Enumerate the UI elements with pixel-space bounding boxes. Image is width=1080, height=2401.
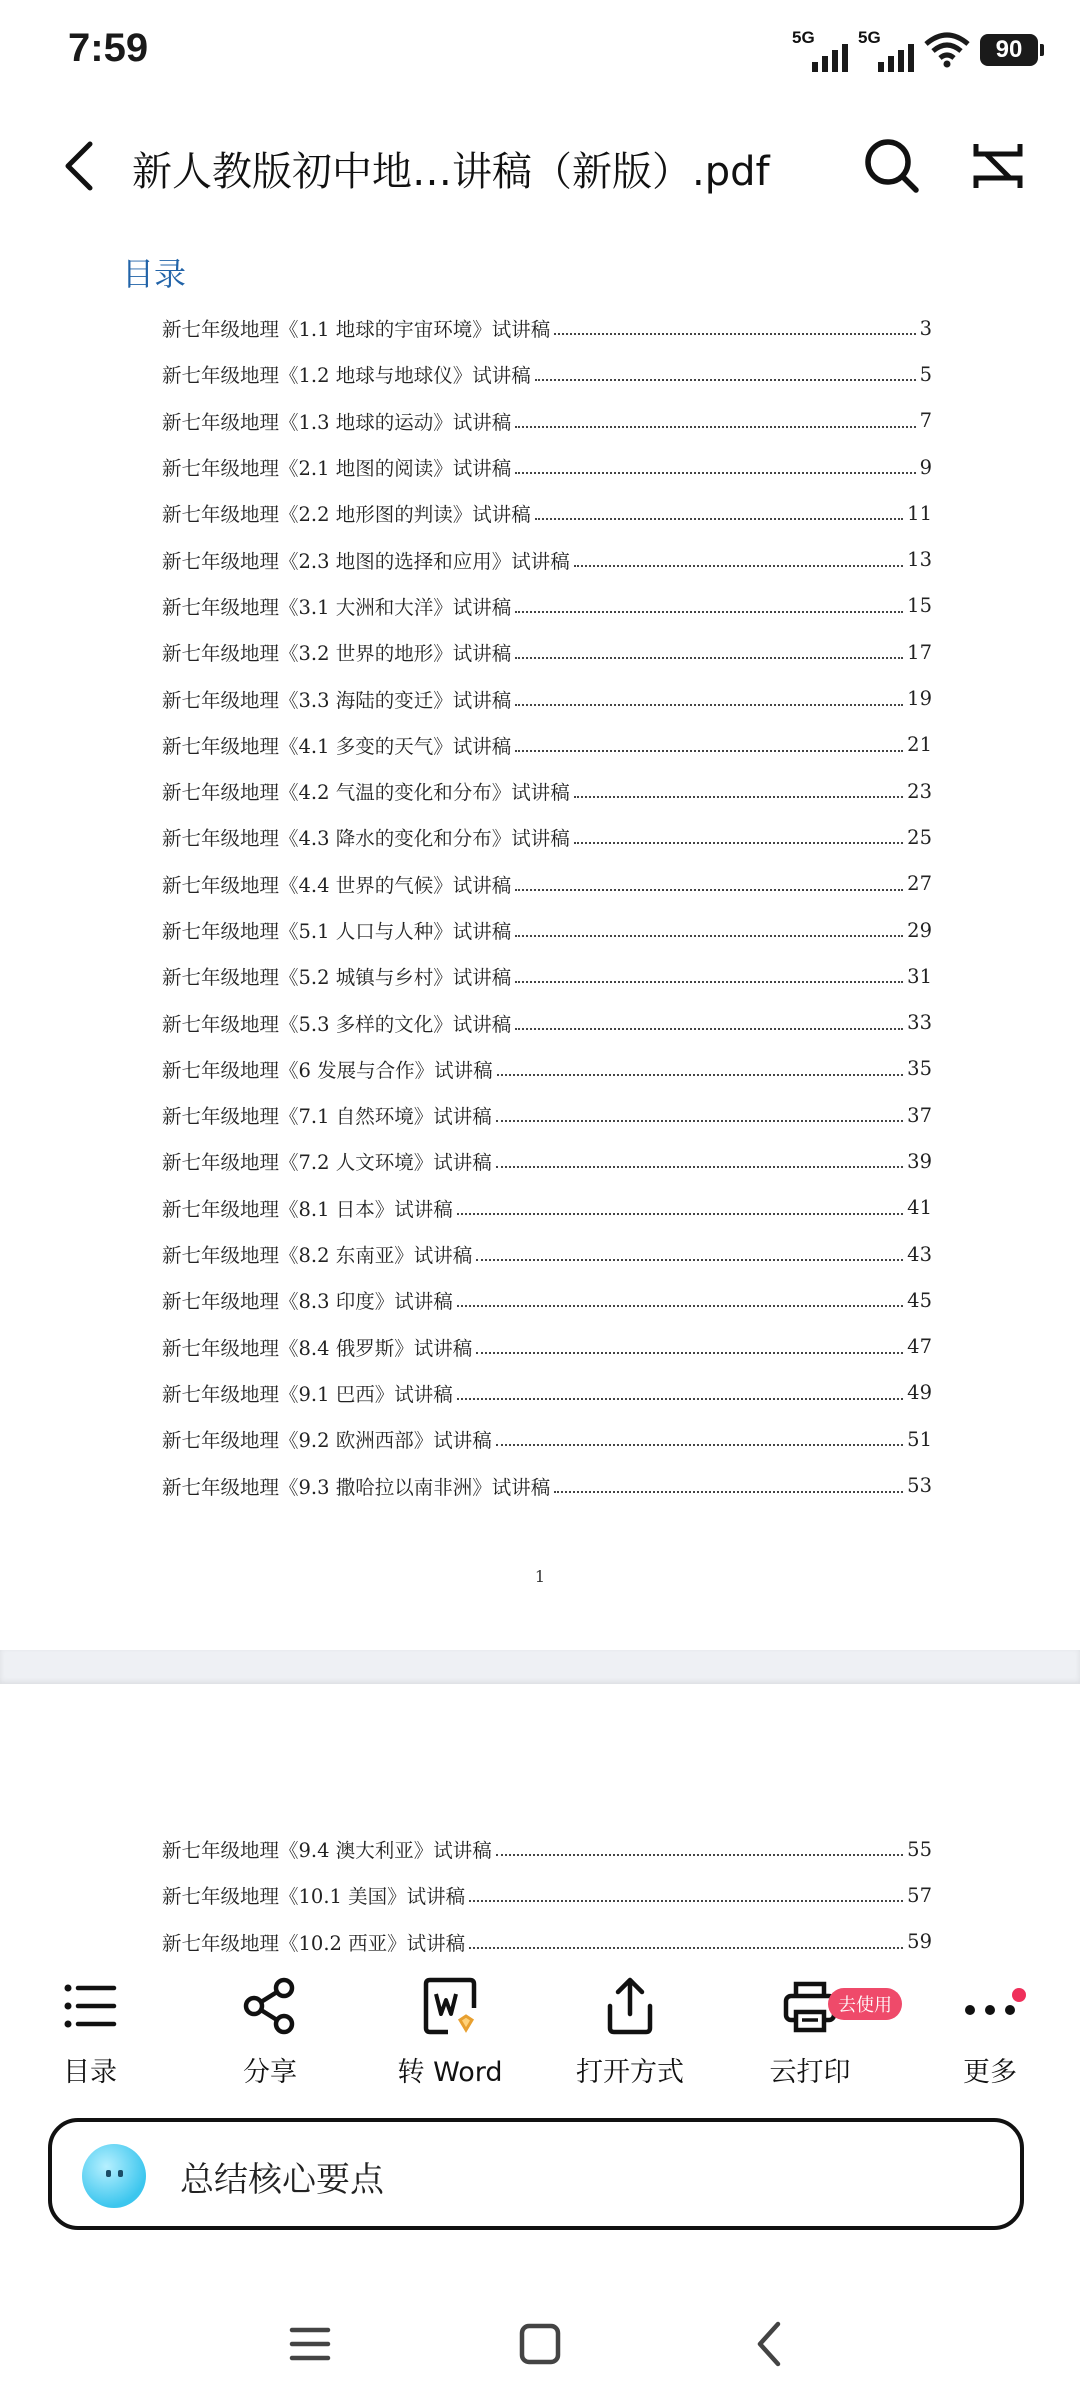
toc-leader-dots xyxy=(457,1305,903,1307)
app-header xyxy=(0,110,1080,220)
toc-entry-page: 29 xyxy=(907,918,932,942)
list-icon xyxy=(58,1974,122,2038)
toc-entry-page: 11 xyxy=(907,501,932,525)
toc-entry-page: 15 xyxy=(907,594,932,618)
toc-leader-dots xyxy=(457,1398,903,1400)
toc-entry[interactable] xyxy=(162,861,932,907)
toc-entry-page: 31 xyxy=(907,964,932,988)
toc-leader-dots xyxy=(496,1444,903,1446)
toc-entry-page: 53 xyxy=(907,1474,932,1498)
toc-entry[interactable] xyxy=(162,1370,932,1416)
reading-mode-icon[interactable] xyxy=(970,138,1026,194)
toc-list xyxy=(162,1826,932,1965)
toc-entry[interactable] xyxy=(162,1231,932,1277)
toc-leader-dots xyxy=(535,379,916,381)
toc-leader-dots xyxy=(515,426,915,428)
toc-leader-dots xyxy=(515,657,903,659)
toc-entry[interactable] xyxy=(162,907,932,953)
toc-entry-title: 新七年级地理《8.2 东南亚》试讲稿 xyxy=(162,1244,473,1268)
bottom-toolbar xyxy=(0,1960,1080,2100)
toc-entry-title: 新七年级地理《8.3 印度》试讲稿 xyxy=(162,1290,453,1314)
ai-summary-button[interactable] xyxy=(48,2118,1024,2230)
toc-entry-page: 13 xyxy=(907,548,932,572)
document-title: 新人教版初中地…讲稿（新版）.pdf xyxy=(132,149,770,195)
toc-entry-title: 新七年级地理《5.1 人口与人种》试讲稿 xyxy=(162,920,512,943)
wifi-icon xyxy=(924,32,970,68)
toc-entry-title: 新七年级地理《9.3 撒哈拉以南非洲》试讲稿 xyxy=(162,1475,551,1499)
toc-entry-page: 5 xyxy=(919,362,932,386)
toc-entry-title: 新七年级地理《9.4 澳大利亚》试讲稿 xyxy=(162,1839,492,1863)
toc-entry-title: 新七年级地理《7.2 人文环境》试讲稿 xyxy=(162,1151,492,1175)
toc-entry-page: 3 xyxy=(919,316,932,340)
toc-entry-page: 7 xyxy=(919,409,932,433)
toc-leader-dots xyxy=(515,472,915,474)
toc-entry[interactable] xyxy=(162,1462,932,1508)
cloud-print-button[interactable] xyxy=(740,1974,892,2089)
toc-leader-dots xyxy=(497,1074,904,1076)
convert-to-word-label: 转 Word xyxy=(397,2057,503,2088)
toc-entry-title: 新七年级地理《8.4 俄罗斯》试讲稿 xyxy=(162,1336,473,1360)
toc-entry[interactable] xyxy=(162,1138,932,1184)
toc-entry[interactable] xyxy=(162,722,932,768)
toc-entry[interactable] xyxy=(162,675,932,721)
toc-entry-page: 9 xyxy=(919,455,932,479)
share-button[interactable] xyxy=(200,1974,340,2089)
word-document-icon xyxy=(418,1974,482,2038)
toc-entry-title: 新七年级地理《1.3 地球的运动》试讲稿 xyxy=(162,410,512,434)
toc-leader-dots xyxy=(469,1947,903,1949)
toc-entry-page: 19 xyxy=(907,687,932,711)
toc-entry-page: 55 xyxy=(907,1837,932,1861)
toc-entry[interactable] xyxy=(162,1046,932,1092)
toc-leader-dots xyxy=(515,1028,903,1030)
recent-apps-icon[interactable] xyxy=(280,2314,340,2374)
toc-entry-page: 47 xyxy=(907,1335,932,1359)
status-time: 7:59 xyxy=(68,26,149,70)
toc-entry-page: 37 xyxy=(907,1103,932,1127)
toc-entry[interactable] xyxy=(162,814,932,860)
toc-leader-dots xyxy=(574,842,903,844)
back-arrow-icon[interactable] xyxy=(56,138,106,194)
toc-entry[interactable] xyxy=(162,1919,932,1965)
status-icons xyxy=(792,28,1038,72)
toc-entry-title: 新七年级地理《8.1 日本》试讲稿 xyxy=(162,1197,453,1221)
ai-assistant-avatar-icon xyxy=(82,2144,146,2208)
share-button-label: 分享 xyxy=(243,2057,297,2088)
more-dots-icon xyxy=(958,1974,1022,2038)
notification-dot xyxy=(1012,1988,1026,2002)
toc-entry-page: 35 xyxy=(907,1057,932,1081)
toc-leader-dots xyxy=(554,333,915,335)
toc-entry-title: 新七年级地理《10.2 西亚》试讲稿 xyxy=(162,1931,466,1955)
page-separator xyxy=(0,1650,1080,1684)
cellular-signal-icon: 5G xyxy=(792,28,848,72)
toc-entry-page: 51 xyxy=(907,1427,932,1451)
upload-share-icon xyxy=(598,1974,662,2038)
toc-entry-title: 新七年级地理《3.3 海陆的变迁》试讲稿 xyxy=(162,688,512,712)
toc-heading: 目录 xyxy=(122,255,187,293)
toc-entry[interactable] xyxy=(162,999,932,1045)
toc-entry-title: 新七年级地理《4.1 多变的天气》试讲稿 xyxy=(162,734,512,758)
toc-entry-page: 39 xyxy=(907,1149,932,1173)
toc-leader-dots xyxy=(515,750,903,752)
cloud-print-label: 云打印 xyxy=(769,2057,851,2088)
toc-leader-dots xyxy=(515,889,903,891)
toc-entry-title: 新七年级地理《2.2 地形图的判读》试讲稿 xyxy=(162,503,531,527)
toc-leader-dots xyxy=(476,1352,903,1354)
toc-entry-title: 新七年级地理《4.4 世界的气候》试讲稿 xyxy=(162,873,512,897)
toc-entry[interactable] xyxy=(162,1872,932,1918)
battery-indicator: 90 xyxy=(980,34,1038,66)
convert-to-word-button[interactable] xyxy=(380,1974,520,2089)
toc-entry-page: 25 xyxy=(907,825,932,849)
toc-button-label: 目录 xyxy=(63,2057,117,2088)
system-navigation-bar xyxy=(0,2290,1080,2401)
toc-entry-title: 新七年级地理《4.2 气温的变化和分布》试讲稿 xyxy=(162,781,570,805)
toc-entry-title: 新七年级地理《1.1 地球的宇宙环境》试讲稿 xyxy=(162,318,551,342)
toc-leader-dots xyxy=(515,704,903,706)
toc-leader-dots xyxy=(457,1213,903,1215)
toc-entry-page: 41 xyxy=(907,1196,932,1220)
toc-entry[interactable] xyxy=(162,583,932,629)
toc-leader-dots xyxy=(469,1900,903,1902)
toc-entry-page: 43 xyxy=(907,1242,932,1266)
more-button[interactable] xyxy=(920,1974,1060,2089)
toc-leader-dots xyxy=(515,981,903,983)
status-bar xyxy=(0,0,1080,100)
toc-entry-title: 新七年级地理《7.1 自然环境》试讲稿 xyxy=(162,1105,492,1129)
toc-entry[interactable] xyxy=(162,1092,932,1138)
toc-entry[interactable] xyxy=(162,1324,932,1370)
search-icon[interactable] xyxy=(862,136,922,196)
cellular-signal-icon: 5G xyxy=(858,28,914,72)
toc-entry-page: 21 xyxy=(907,733,932,757)
toc-leader-dots xyxy=(535,518,903,520)
toc-leader-dots xyxy=(554,1491,903,1493)
pdf-page-2 xyxy=(0,1684,1080,1974)
toc-entry-title: 新七年级地理《1.2 地球与地球仪》试讲稿 xyxy=(162,364,531,388)
toc-entry[interactable] xyxy=(162,536,932,582)
toc-entry[interactable] xyxy=(162,768,932,814)
toc-entry-page: 57 xyxy=(907,1883,932,1907)
toc-leader-dots xyxy=(496,1854,903,1856)
toc-entry-page: 59 xyxy=(907,1930,932,1954)
cloud-print-badge: 去使用 xyxy=(828,1988,902,2020)
open-with-button[interactable] xyxy=(560,1974,700,2089)
toc-leader-dots xyxy=(574,796,903,798)
toc-entry-page: 33 xyxy=(907,1011,932,1035)
more-button-label: 更多 xyxy=(963,2057,1017,2088)
toc-entry[interactable] xyxy=(162,398,932,444)
toc-leader-dots xyxy=(476,1259,903,1261)
toc-entry-title: 新七年级地理《10.1 美国》试讲稿 xyxy=(162,1885,466,1909)
toc-entry-title: 新七年级地理《9.1 巴西》试讲稿 xyxy=(162,1382,453,1406)
toc-entry[interactable] xyxy=(162,1826,932,1872)
toc-entry-title: 新七年级地理《3.2 世界的地形》试讲稿 xyxy=(162,642,512,666)
toc-leader-dots xyxy=(496,1120,903,1122)
toc-entry[interactable] xyxy=(162,351,932,397)
toc-entry-title: 新七年级地理《6 发展与合作》试讲稿 xyxy=(162,1058,493,1082)
toc-entry[interactable] xyxy=(162,444,932,490)
toc-entry[interactable] xyxy=(162,305,932,351)
toc-entry[interactable] xyxy=(162,1416,932,1462)
toc-entry-title: 新七年级地理《2.3 地图的选择和应用》试讲稿 xyxy=(162,549,570,573)
toc-entry-page: 17 xyxy=(907,640,932,664)
pdf-page-1 xyxy=(0,225,1080,1650)
ai-summary-label: 总结核心要点 xyxy=(180,2160,384,2200)
toc-entry-page: 49 xyxy=(907,1381,932,1405)
toc-entry-title: 新七年级地理《4.3 降水的变化和分布》试讲稿 xyxy=(162,827,570,851)
toc-entry-page: 27 xyxy=(907,872,932,896)
page-number: 1 xyxy=(534,1567,546,1586)
open-with-label: 打开方式 xyxy=(576,2057,684,2088)
back-icon[interactable] xyxy=(740,2314,800,2374)
toc-entry[interactable] xyxy=(162,953,932,999)
home-icon[interactable] xyxy=(510,2314,570,2374)
toc-entry-title: 新七年级地理《5.3 多样的文化》试讲稿 xyxy=(162,1012,512,1036)
share-icon xyxy=(238,1974,302,2038)
toc-list xyxy=(162,305,932,1509)
toc-entry[interactable] xyxy=(162,490,932,536)
toc-leader-dots xyxy=(574,565,903,567)
toc-entry[interactable] xyxy=(162,629,932,675)
toc-button[interactable] xyxy=(20,1974,160,2089)
toc-entry-title: 新七年级地理《3.1 大洲和大洋》试讲稿 xyxy=(162,595,512,619)
toc-entry-title: 新七年级地理《5.2 城镇与乡村》试讲稿 xyxy=(162,966,512,990)
toc-entry-page: 45 xyxy=(907,1288,932,1312)
toc-leader-dots xyxy=(496,1166,903,1168)
toc-entry-page: 23 xyxy=(907,779,932,803)
toc-entry-title: 新七年级地理《2.1 地图的阅读》试讲稿 xyxy=(162,457,512,481)
toc-entry[interactable] xyxy=(162,1185,932,1231)
toc-entry-title: 新七年级地理《9.2 欧洲西部》试讲稿 xyxy=(162,1429,492,1453)
toc-leader-dots xyxy=(515,611,903,613)
toc-entry[interactable] xyxy=(162,1277,932,1323)
toc-leader-dots xyxy=(515,935,903,937)
